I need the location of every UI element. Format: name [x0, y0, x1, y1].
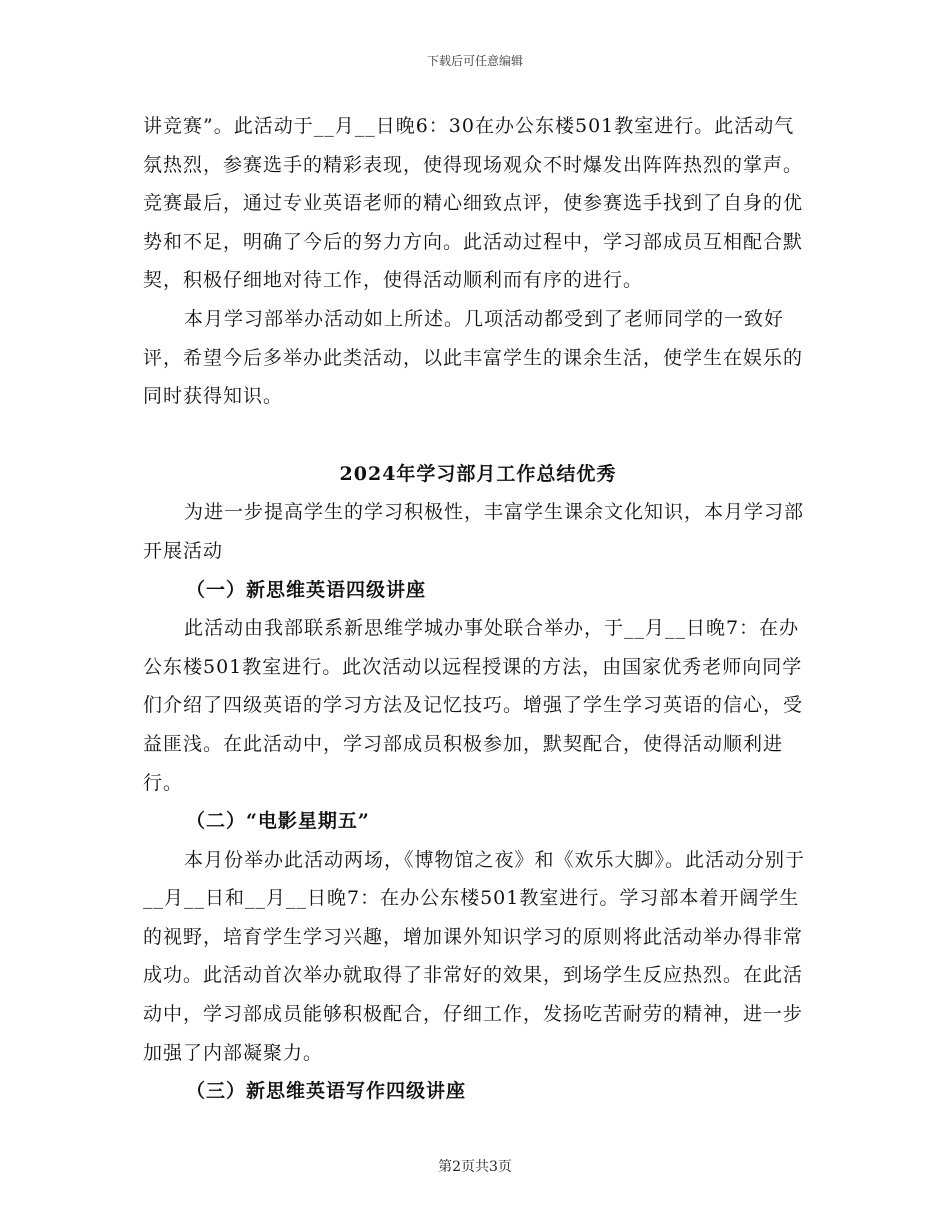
document-body — [143, 107, 813, 1111]
page-footer: 第2页共3页 — [438, 1159, 512, 1175]
section-heading-3: （三）新思维英语写作四级讲座 — [186, 1080, 467, 1103]
paragraph-section-1: 此活动由我部联系新思维学城办事处联合举办，于__月__日晚7：在办公东楼501教室进行。此次活动以远程授课的方法，由国家优秀老师向同学们介绍了四级英语的学习方法及记忆技巧。增强了学生学习英语的信心，受益匪浅。在此活动中，学习部成员积极参加，默契配合，使得活动顺利进行。 — [143, 617, 804, 794]
section-heading-1: （一）新思维英语四级讲座 — [186, 578, 427, 601]
page-header: 下载后可任意编辑 — [426, 54, 523, 68]
section-heading-2: （二）“电影星期五” — [186, 810, 370, 833]
paragraph-section-2: 本月份举办此活动两场，《博物馆之夜》和《欢乐大脚》。此活动分别于__月__日和__月__日晚7：在办公东楼501教室进行。学习部本着开阔学生的视野，培育学生学习兴趣，增加课外知识学习的原则将此活动举办得非常成功。此活动首次举办就取得了非常好的效果，到场学生反应热烈。在此活动中，学习部成员能够积极配合，仔细工作，发扬吃苦耐劳的精神，进一步加强了内部凝聚力。 — [143, 848, 806, 1064]
paragraph-summary: 本月学习部举办活动如上所述。几项活动都受到了老师同学的一致好评，希望今后多举办此类活动，以此丰富学生的课余生活，使学生在娱乐的同时获得知识。 — [143, 307, 804, 408]
paragraph-continued: 讲竞赛”。此活动于__月__日晚6：30在办公东楼501教室进行。此活动气氛热烈，参赛选手的精彩表现，使得现场观众不时爆发出阵阵热烈的掌声。竞赛最后，通过专业英语老师的精心细致点评，使参赛选手找到了自身的优势和不足，明确了今后的努力方向。此活动过程中，学习部成员互相配合默契，积极仔细地对待工作，使得活动顺利而有序的进行。 — [143, 115, 804, 292]
paragraph-intro: 为进一步提高学生的学习积极性，丰富学生课余文化知识，本月学习部开展活动 — [143, 501, 805, 562]
document-title: 2024年学习部月工作总结优秀 — [339, 462, 617, 485]
